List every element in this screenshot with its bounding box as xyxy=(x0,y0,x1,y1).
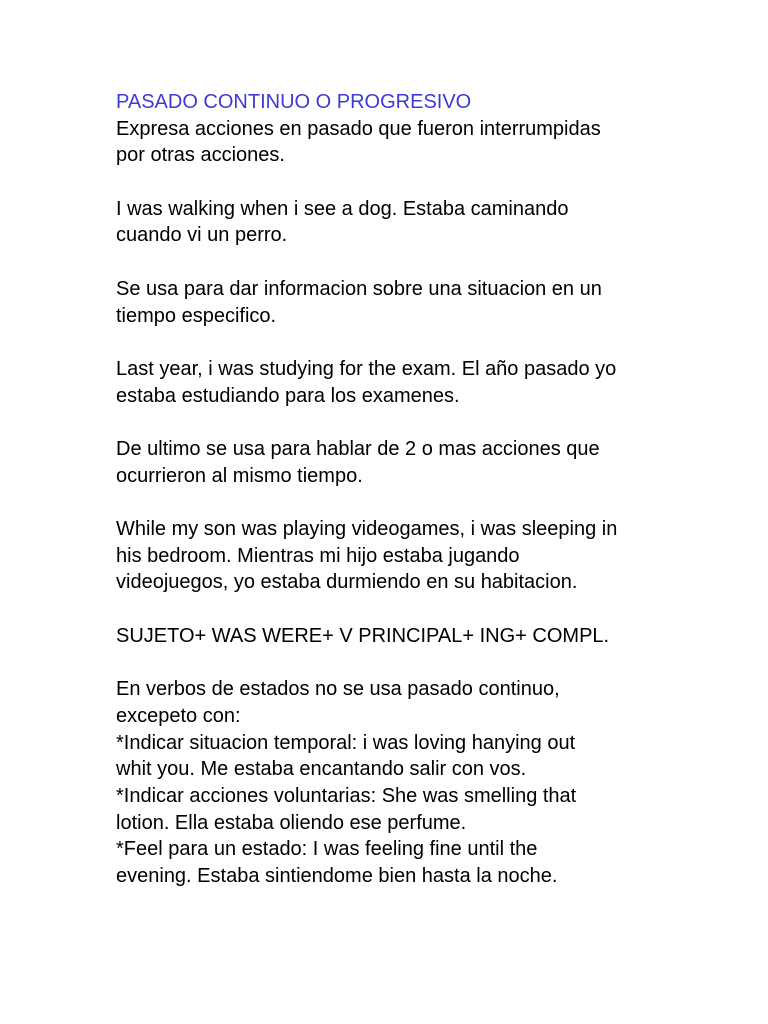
paragraph-usage-3 xyxy=(116,436,666,489)
text-line: *Indicar acciones voluntarias: She was smelling that xyxy=(116,784,577,807)
blank-line xyxy=(116,409,666,436)
text-line: videojuegos, yo estaba durmiendo en su habitacion. xyxy=(116,571,578,594)
blank-line xyxy=(116,596,666,623)
document-body xyxy=(116,89,666,890)
text-line: En verbos de estados no se usa pasado continuo, xyxy=(116,678,560,701)
blank-line xyxy=(116,489,666,516)
paragraph-state-verbs xyxy=(116,676,666,890)
text-line: ocurrieron al mismo tiempo. xyxy=(116,464,363,487)
paragraph-example-2 xyxy=(116,356,666,409)
text-line: lotion. Ella estaba oliendo ese perfume. xyxy=(116,811,467,834)
text-line: While my son was playing videogames, i was sleeping in xyxy=(116,518,618,540)
blank-line xyxy=(116,249,666,276)
text-line: *Feel para un estado: I was feeling fine until the xyxy=(116,838,538,861)
blank-line xyxy=(116,329,666,356)
text-line: Last year, i was studying for the exam. El año pasado yo xyxy=(116,357,617,380)
text-line: I was walking when i see a dog. Estaba caminando xyxy=(116,197,569,220)
text-line: por otras acciones. xyxy=(116,144,285,167)
paragraph-usage-2 xyxy=(116,276,666,329)
paragraph-example-1 xyxy=(116,196,666,249)
paragraph-definition xyxy=(116,116,666,169)
text-line: SUJETO+ WAS WERE+ V PRINCIPAL+ ING+ COMPL. xyxy=(116,624,610,647)
blank-line xyxy=(116,169,666,196)
text-line: whit you. Me estaba encantando salir con vos. xyxy=(116,758,527,781)
text-line: cuando vi un perro. xyxy=(116,224,288,247)
text-line: tiempo especifico. xyxy=(116,304,277,327)
text-line: De ultimo se usa para hablar de 2 o mas acciones que xyxy=(116,437,600,460)
blank-line xyxy=(116,649,666,676)
paragraph-formula xyxy=(116,623,666,650)
text-line: *Indicar situacion temporal: i was loving hanying out xyxy=(116,731,576,754)
document-title: PASADO CONTINUO O PROGRESIVO xyxy=(116,91,472,113)
text-line: estaba estudiando para los examenes. xyxy=(116,384,460,407)
paragraph-example-3 xyxy=(116,516,666,596)
text-line: Se usa para dar informacion sobre una situacion en un xyxy=(116,277,602,300)
text-line: excepeto con: xyxy=(116,704,241,727)
text-line: evening. Estaba sintiendome bien hasta la noche. xyxy=(116,864,558,887)
text-line: his bedroom. Mientras mi hijo estaba jugando xyxy=(116,544,520,567)
text-line: Expresa acciones en pasado que fueron interrumpidas xyxy=(116,117,601,140)
